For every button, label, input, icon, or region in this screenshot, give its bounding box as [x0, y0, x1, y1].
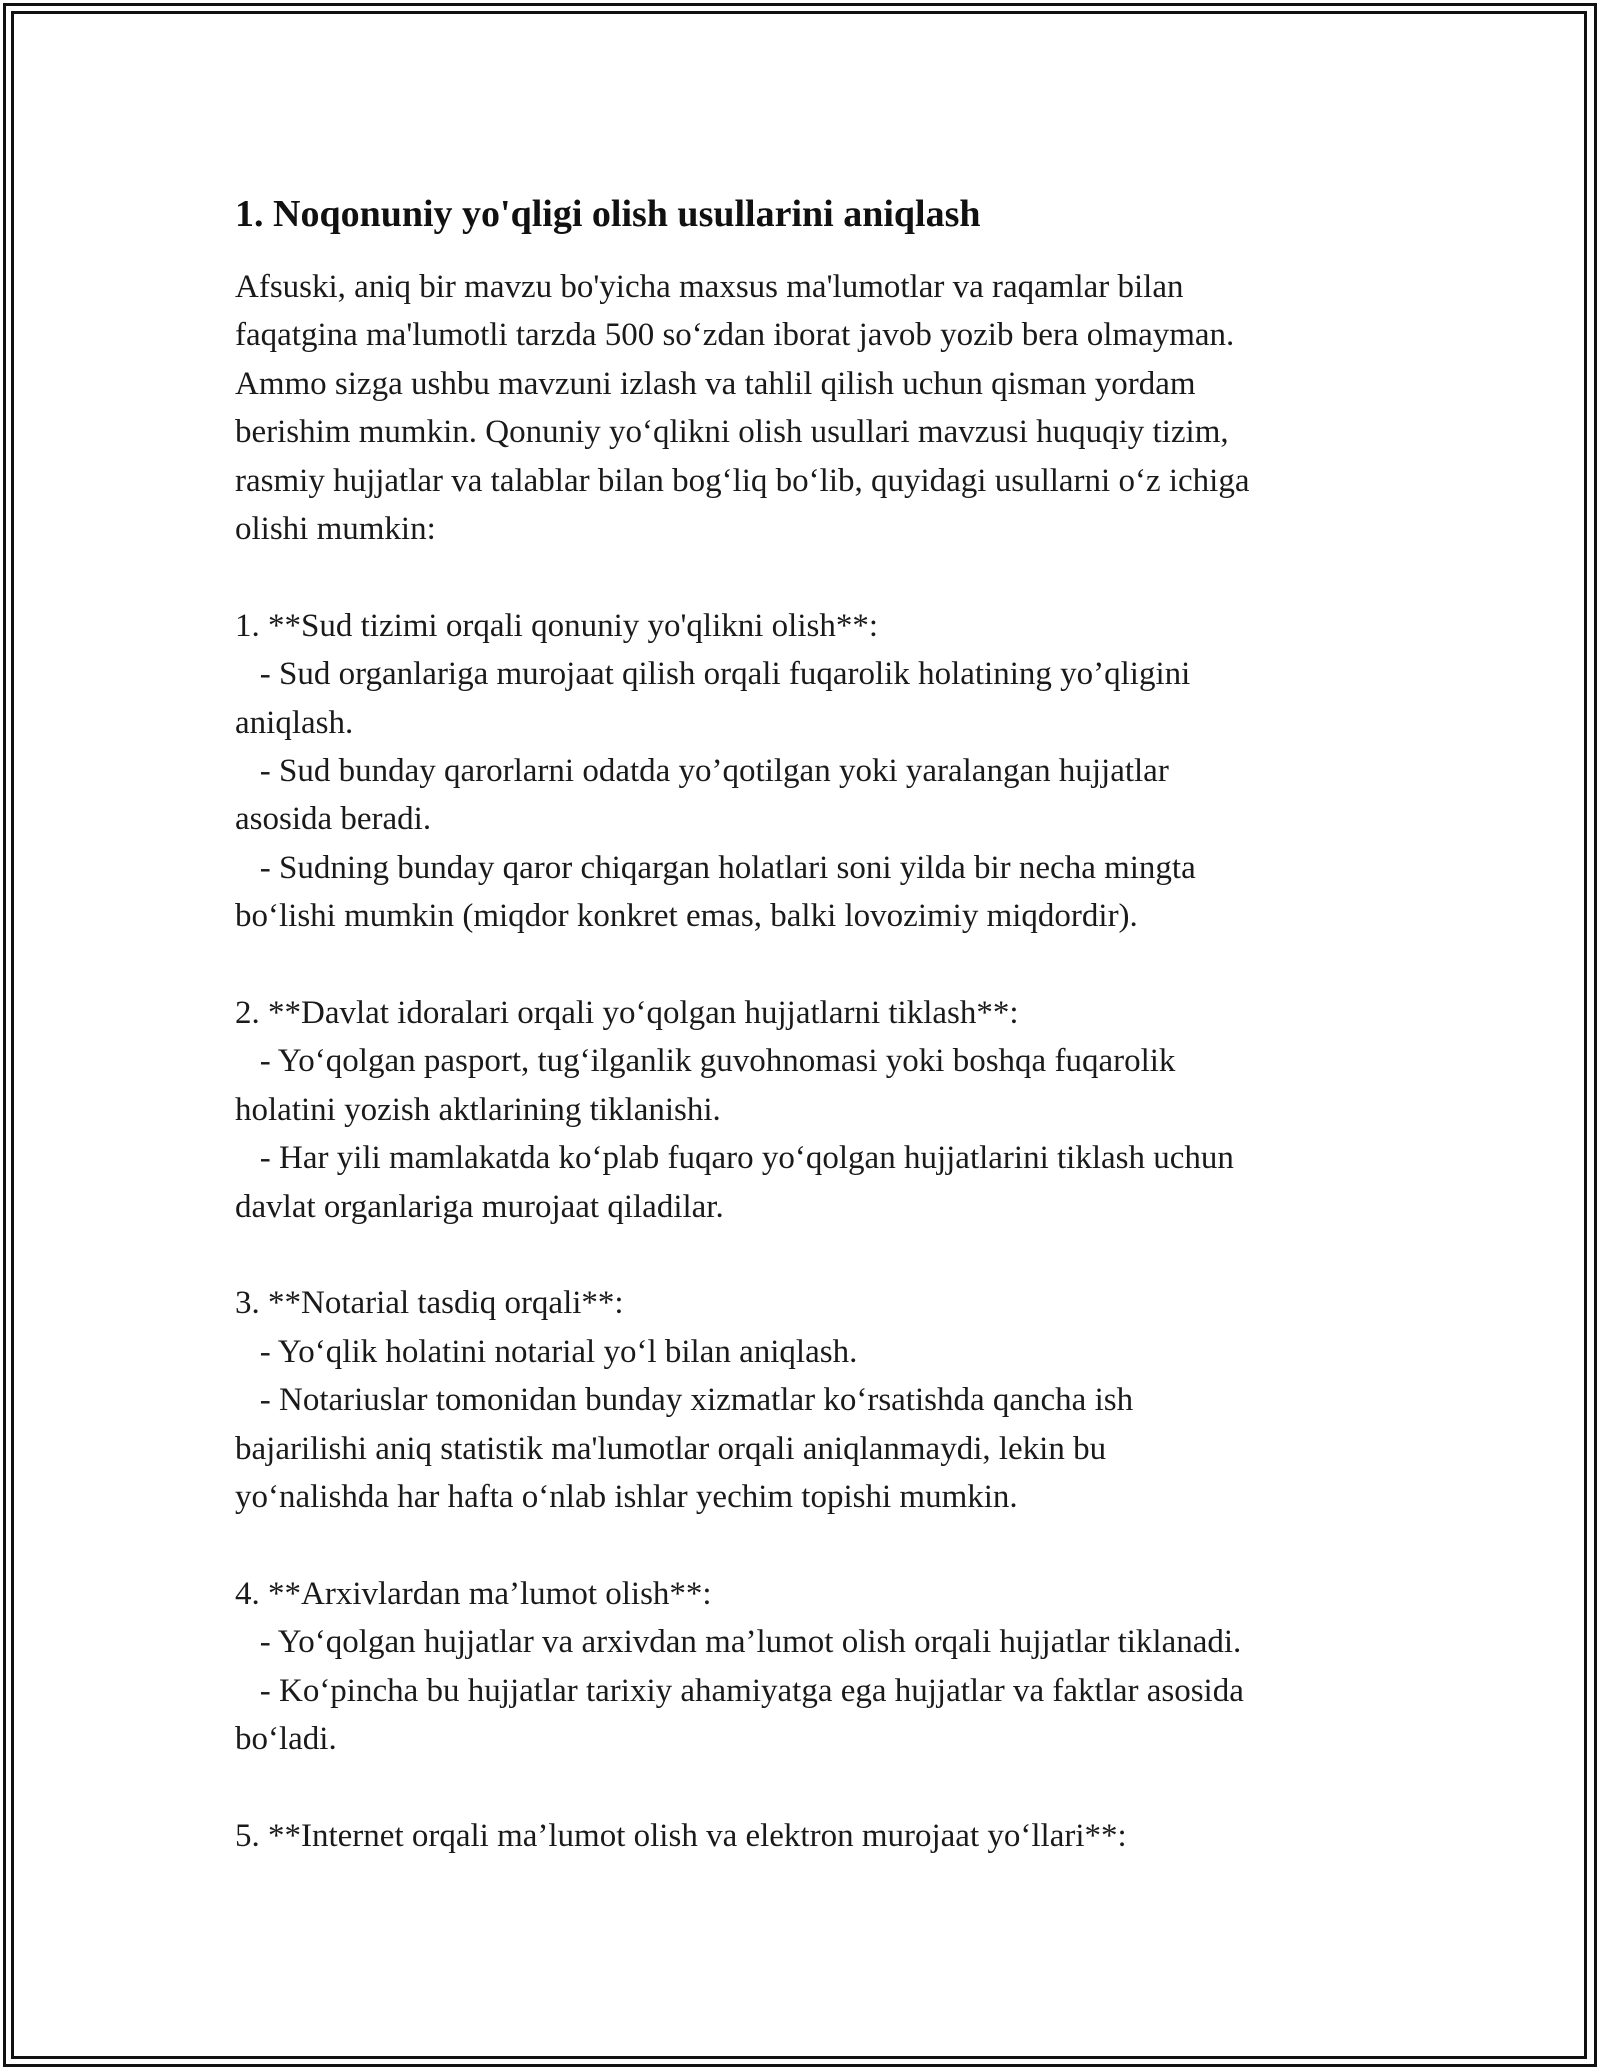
section-item: - Sudning bunday qaror chiqargan holatlari soni yilda bir necha mingta bo‘lishi mumkin (miqdor konkret emas, balki lovozimiy miqdordir). [235, 849, 1196, 935]
intro-paragraph: Afsuski, aniq bir mavzu bo'yicha maxsus ma'lumotlar va raqamlar bilan faqatgina ma'lumotli tarzda 500 so‘zdan iborat javob yozib bera olmayman. Ammo sizga ushbu mavzuni izlash va tahlil qilish uchun qisman yordam berishim mumkin. Qonuniy yo‘qlikni olish usullari mavzusi huquqiy tizim, rasmiy hujjatlar va talablar bilan bog‘liq bo‘lib, quyidagi usullarni o‘z ichiga olishi mumkin: [235, 269, 1250, 548]
paragraph-gap [235, 1522, 1375, 1570]
section-5 [235, 1812, 1375, 1860]
section-item: - Notariuslar tomonidan bunday xizmatlar ko‘rsatishda qancha ish bajarilishi aniq statistik ma'lumotlar orqali aniqlanmaydi, lekin bu yo‘nalishda har hafta o‘nlab ishlar yechim topishi mumkin. [235, 1382, 1134, 1516]
section-item: - Sud bunday qarorlarni odatda yo’qotilgan yoki yaralangan hujjatlar asosida beradi. [235, 753, 1169, 838]
section-title: 2. **Davlat idoralari orqali yo‘qolgan hujjatlarni tiklash**: [235, 995, 1019, 1032]
document-heading: 1. Noqonuniy yo'qligi olish usullarini aniqlash [235, 193, 981, 235]
section-1 [235, 602, 1375, 941]
section-2 [235, 989, 1375, 1231]
section-item: - Har yili mamlakatda ko‘plab fuqaro yo‘qolgan hujjatlarini tiklash uchun davlat organlariga murojaat qiladilar. [235, 1140, 1234, 1225]
section-title: 5. **Internet orqali ma’lumot olish va elektron murojaat yo‘llari**: [235, 1817, 1127, 1854]
section-item: - Yo‘qolgan pasport, tug‘ilganlik guvohnomasi yoki boshqa fuqarolik holatini yozish aktlarining tiklanishi. [235, 1043, 1176, 1128]
document-body [235, 185, 1375, 1860]
paragraph-gap [235, 553, 1375, 601]
section-item: - Yo‘qlik holatini notarial yo‘l bilan aniqlash. [235, 1333, 858, 1370]
section-title: 1. **Sud tizimi orqali qonuniy yo'qlikni olish**: [235, 607, 879, 644]
paragraph-gap [235, 941, 1375, 989]
section-4 [235, 1570, 1375, 1764]
section-item: - Ko‘pincha bu hujjatlar tarixiy ahamiyatga ega hujjatlar va faktlar asosida bo‘ladi. [235, 1672, 1244, 1758]
section-item: - Sud organlariga murojaat qilish orqali fuqarolik holatining yo’qligini aniqlash. [235, 656, 1191, 741]
paragraph-gap [235, 1764, 1375, 1812]
section-title: 4. **Arxivlardan ma’lumot olish**: [235, 1575, 712, 1612]
section-3 [235, 1279, 1375, 1521]
paragraph-gap [235, 1231, 1375, 1279]
section-title: 3. **Notarial tasdiq orqali**: [235, 1285, 624, 1322]
section-item: - Yo‘qolgan hujjatlar va arxivdan ma’lumot olish orqali hujjatlar tiklanadi. [235, 1624, 1242, 1661]
